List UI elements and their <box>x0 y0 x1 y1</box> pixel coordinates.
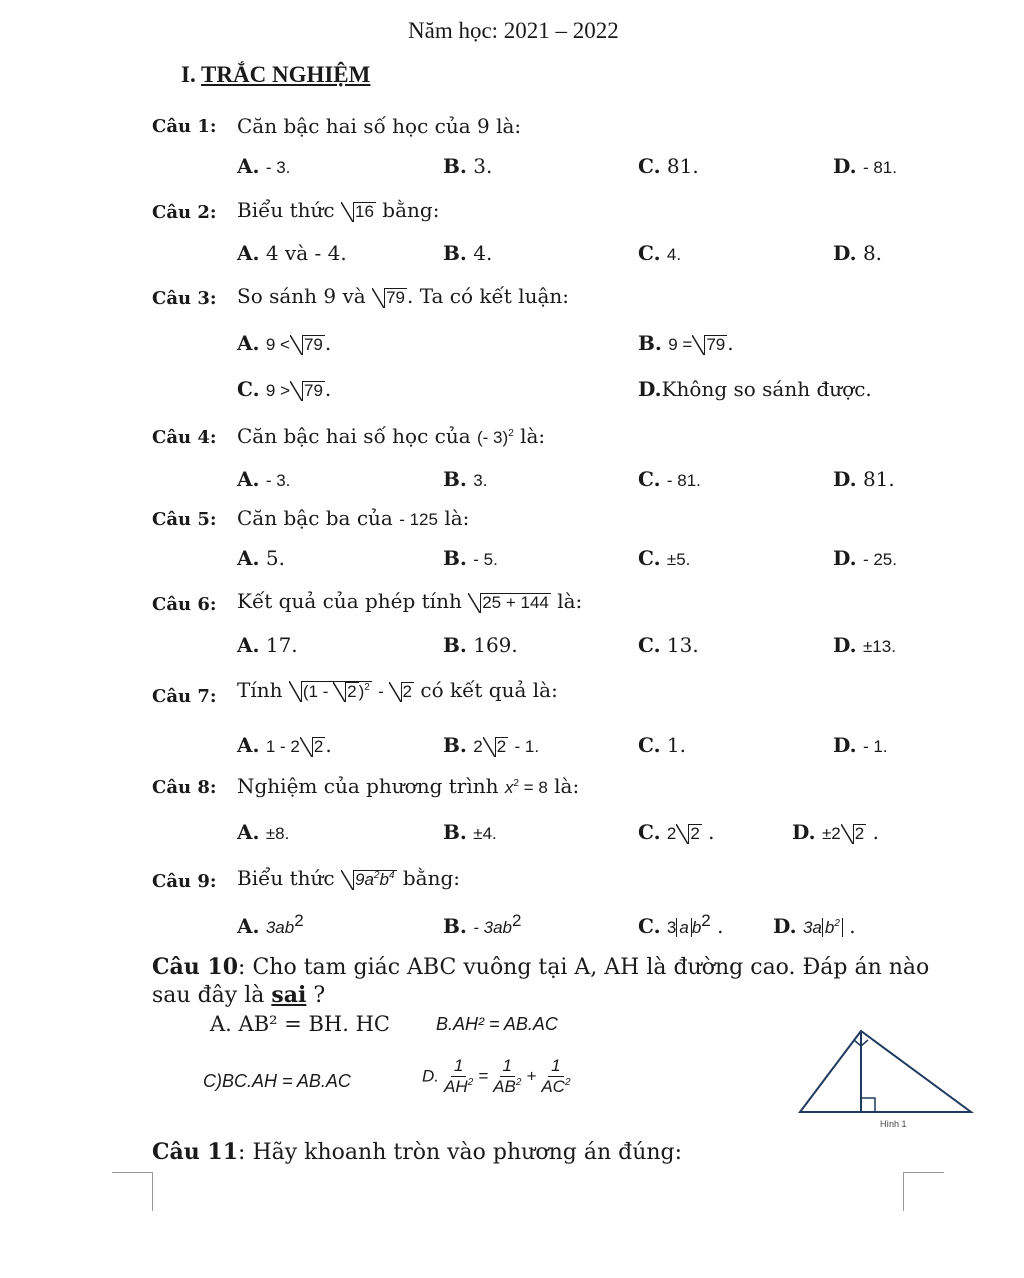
question-label: Câu 10 <box>152 954 239 980</box>
option-a: A. 5. <box>237 546 285 570</box>
school-year: Năm học: 2021 – 2022 <box>408 18 619 43</box>
question-text: Tính (1 - 2 )$^2$ - 2 có kết quả là: <box>237 678 558 702</box>
triangle-figure <box>795 1026 975 1116</box>
question-label: Câu 11 <box>152 1139 239 1165</box>
option-a: A. AB² = BH. HC <box>210 1012 390 1036</box>
option-a: A. $3ab^2$ <box>237 911 304 938</box>
option-b: B. 169. <box>443 633 518 657</box>
option-c: C. 4. <box>638 241 682 265</box>
option-d: D. 8. <box>833 241 883 265</box>
option-c: C. 13. <box>638 633 699 657</box>
option-a: A. - 3. <box>237 154 291 178</box>
question-label: Câu 5: <box>152 509 217 530</box>
option-d: D. - 81. <box>833 154 897 178</box>
question-label: Câu 6: <box>152 594 217 615</box>
question-label: Câu 7: <box>152 686 217 707</box>
question-11: Câu 11: Hãy khoanh tròn vào phương án đúng: <box>152 1139 683 1165</box>
option-d: D. ±13. <box>833 633 896 657</box>
sqrt-expression: 79 <box>372 288 407 308</box>
question-label: Câu 9: <box>152 871 217 892</box>
right-angle-mark-h <box>861 1098 875 1112</box>
option-c: C. - 81. <box>638 467 701 491</box>
option-b: B. ±4. <box>443 820 497 844</box>
question-text: Nghiệm của phương trình $x^2 = 8$ là: <box>237 774 580 798</box>
option-d: D. - 1. <box>833 733 888 757</box>
page-corner-left <box>112 1172 153 1211</box>
option-d: D. - 25. <box>833 546 897 570</box>
question-label: Câu 8: <box>152 777 217 798</box>
question-text: So sánh 9 và 79 . Ta có kết luận: <box>237 284 570 308</box>
option-c: C. 2 2 . <box>638 820 715 844</box>
option-b: B. - 5. <box>443 546 498 570</box>
option-a: A. 17. <box>237 633 298 657</box>
option-a: A. 4 và - 4. <box>237 241 347 265</box>
option-d: D. $\frac{1}{AH^2}$ = $\frac{1}{AB^2}$ + $\frac{1}{AC^2}$ <box>422 1056 571 1097</box>
section-number: I. <box>181 62 196 87</box>
figure-caption: Hình 1 <box>880 1119 907 1129</box>
option-a: A. 9 < 79 . <box>237 331 332 355</box>
option-b: B. 4. <box>443 241 493 265</box>
option-b: B. - $3ab^2$ <box>443 911 522 938</box>
section-heading <box>181 62 370 88</box>
option-c: C. 9 > 79 . <box>237 377 332 401</box>
option-c: C. 3 a $b^2$ . <box>638 911 724 938</box>
option-d: D. 3a $b^2$ . <box>773 914 856 938</box>
question-label: Câu 4: <box>152 427 217 448</box>
sqrt-expression: 25 + 144 <box>468 593 551 613</box>
question-text: Căn bậc hai số học của 9 là: <box>237 114 522 138</box>
option-d: D. ±2 2 . <box>792 820 879 844</box>
section-title: TRẮC NGHIỆM <box>201 62 371 87</box>
option-c: C)BC.AH = AB.AC <box>203 1071 351 1091</box>
page-corner-right <box>903 1172 944 1211</box>
option-b: B. 9 = 79 . <box>638 331 734 355</box>
option-c: C. 81. <box>638 154 699 178</box>
question-text-line2: sau đây là sai ? <box>152 982 326 1008</box>
option-b: B. 3. <box>443 467 488 491</box>
option-b: B. 3. <box>443 154 493 178</box>
question-text: Căn bậc ba của - 125 là: <box>237 506 470 530</box>
question-label: Câu 3: <box>152 288 217 309</box>
option-a: A. ±8. <box>237 820 290 844</box>
question-label: Câu 1: <box>152 116 217 137</box>
option-c: C. 1. <box>638 733 686 757</box>
question-text: Câu 10: Cho tam giác ABC vuông tại A, AH là đường cao. Đáp án nào <box>152 954 930 980</box>
question-text: Biểu thức 16 bằng: <box>237 198 440 222</box>
question-text: Kết quả của phép tính 25 + 144 là: <box>237 589 583 613</box>
sqrt-expression: (1 - 2 )$^2$ <box>289 681 372 702</box>
option-b: B.AH² = AB.AC <box>436 1014 558 1034</box>
option-c: C. ±5. <box>638 546 691 570</box>
option-d: D.Không so sánh được. <box>638 377 872 401</box>
option-a: A. - 3. <box>237 467 291 491</box>
question-text: Biểu thức $9a^2b^4$ bằng: <box>237 866 461 890</box>
question-label: Câu 2: <box>152 202 217 223</box>
triangle-abc <box>800 1031 971 1112</box>
sqrt-expression: 16 <box>341 202 376 222</box>
question-text: Căn bậc hai số học của (- 3)$^2$ là: <box>237 424 546 448</box>
option-b: B. 2 2 - 1. <box>443 733 540 757</box>
option-a: A. 1 - 2 2 . <box>237 733 332 757</box>
sqrt-expression: $9a^2b^4$ <box>341 870 397 890</box>
option-d: D. 81. <box>833 467 895 491</box>
